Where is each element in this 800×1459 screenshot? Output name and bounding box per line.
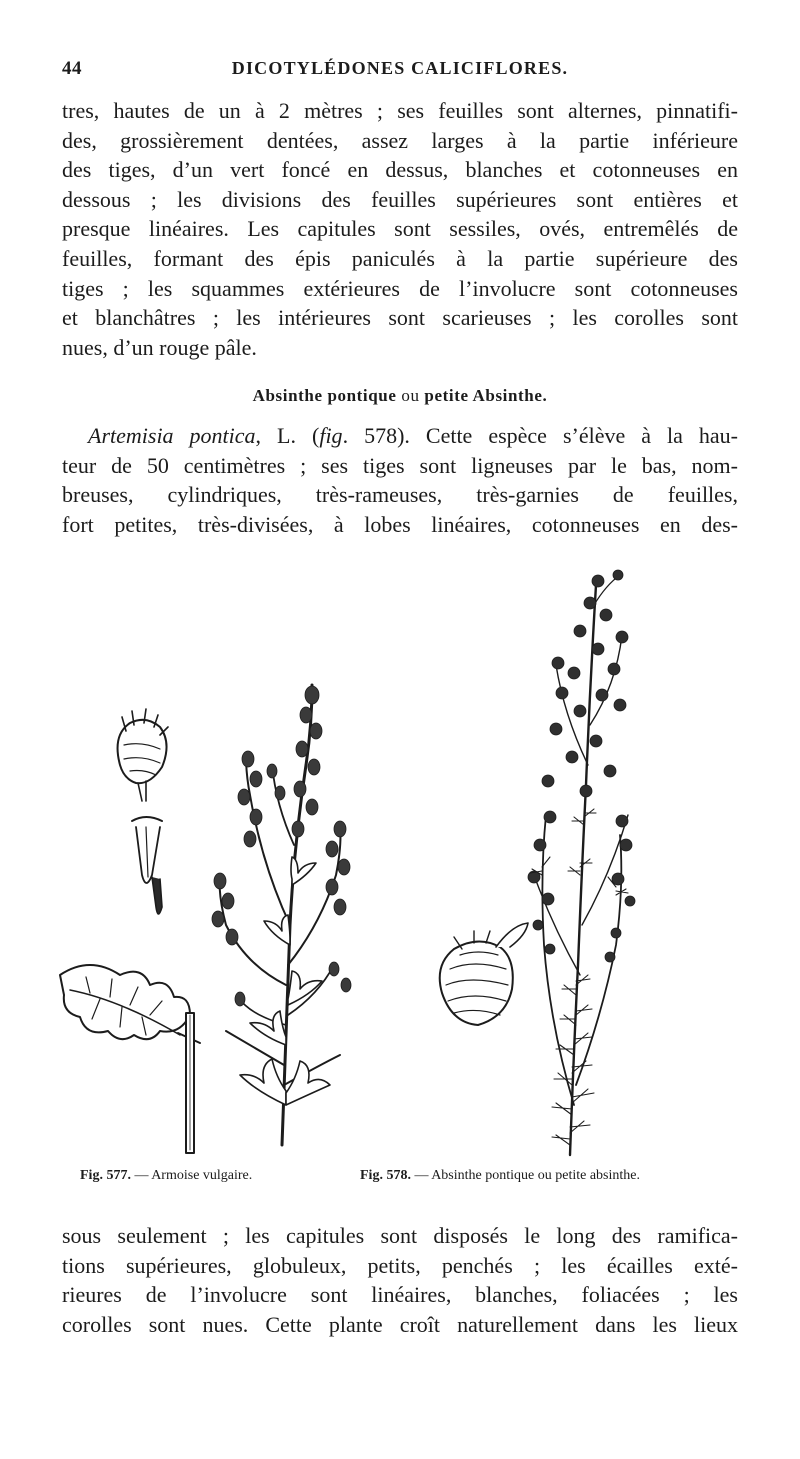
section-heading xyxy=(62,386,738,406)
paragraph-absinthe-pontique xyxy=(62,421,738,539)
text-line: corolles sont nues. Cette plante croît naturellement dans les lieux xyxy=(62,1311,738,1337)
text-line-first xyxy=(62,421,738,451)
fig-577-caption: Armoise vulgaire. xyxy=(151,1168,253,1183)
text-line: rieures de l’involucre sont linéaires, blanches, foliacées ; les xyxy=(62,1282,738,1308)
text-line: des, grossièrement dentées, assez larges à la partie inférieure xyxy=(62,127,738,153)
text-line: tres, hautes de un à 2 mètres ; ses feuilles sont alternes, pinnatifi- xyxy=(62,98,738,123)
text-line: dessous ; les divisions des feuilles supérieures sont entières et xyxy=(62,186,738,212)
text-line: tiges ; les squammes extérieures de l’involucre sont cotonneuses xyxy=(62,275,738,301)
paragraph-armoise-description xyxy=(62,96,738,362)
caption-fig-577 xyxy=(80,1168,252,1184)
text-line: teur de 50 centimètres ; ses tiges sont ligneuses par le bas, nom- xyxy=(62,452,738,478)
fig-578-label: Fig. 578. xyxy=(360,1168,411,1183)
caption-dash: — xyxy=(414,1168,429,1183)
floret-detail-icon xyxy=(132,817,162,914)
running-head: DICOTYLÉDONES CALICIFLORES. xyxy=(231,58,569,78)
caption-dash: — xyxy=(134,1168,149,1183)
botanical-illustrations xyxy=(50,545,750,1165)
fig-578-caption: Absinthe pontique ou petite absinthe. xyxy=(431,1168,640,1183)
flower-head-detail-icon xyxy=(118,709,168,801)
text-line: sous seulement ; les capitules sont disposés le long des ramifica- xyxy=(62,1223,738,1248)
heading-part-2: petite Absinthe. xyxy=(424,386,548,405)
paragraph-continuation xyxy=(62,1221,738,1339)
text-fragment: , L. ( xyxy=(255,423,320,448)
page-number: 44 xyxy=(62,58,82,79)
figure-captions xyxy=(80,1168,760,1190)
globular-flower-head-icon xyxy=(440,923,528,1025)
text-line: des tiges, d’un vert foncé en dessus, blanches et cotonneuses en xyxy=(62,157,738,183)
latin-name: Artemisia pontica xyxy=(88,423,256,448)
absinthe-pontique-plant-icon xyxy=(528,570,635,1155)
text-line: et blanchâtres ; les intérieures sont scarieuses ; les corolles sont xyxy=(62,305,738,331)
plant-engravings-svg xyxy=(50,545,750,1165)
text-fragment: . 578). Cette espèce s’élève à la hau- xyxy=(342,423,738,448)
armoise-plant-icon xyxy=(212,685,351,1145)
text-line: tions supérieures, globuleux, petits, penchés ; les écailles exté- xyxy=(62,1252,738,1278)
fig-577-label: Fig. 577. xyxy=(80,1168,131,1183)
text-line: fort petites, très-divisées, à lobes linéaires, cotonneuses en des- xyxy=(62,511,738,537)
text-line: nues, d’un rouge pâle. xyxy=(62,334,257,360)
leaf-detail-icon xyxy=(60,965,200,1153)
text-line: presque linéaires. Les capitules sont sessiles, ovés, entremêlés de xyxy=(62,216,738,242)
text-line: breuses, cylindriques, très-rameuses, très-garnies de feuilles, xyxy=(62,482,738,508)
page-header xyxy=(62,58,738,84)
caption-fig-578 xyxy=(360,1168,640,1184)
heading-connector: ou xyxy=(401,386,420,405)
fig-abbreviation: fig xyxy=(319,423,343,448)
heading-part-1: Absinthe pontique xyxy=(252,386,397,405)
text-line: feuilles, formant des épis paniculés à la partie supérieure des xyxy=(62,245,738,271)
